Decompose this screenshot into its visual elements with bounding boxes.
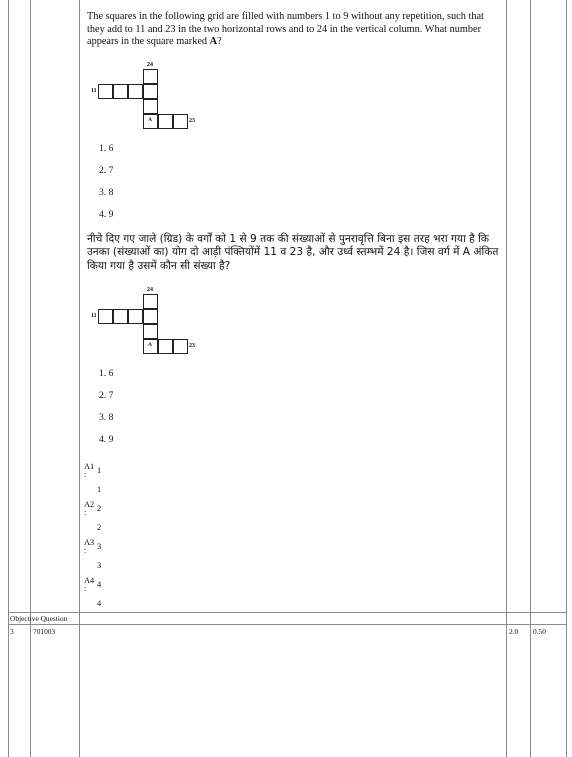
grid-cell [98,309,113,324]
option-english-2: 2. 7 [99,165,114,176]
grid-cell [158,339,173,354]
grid-cell [143,309,158,324]
table-border-col1 [30,0,31,757]
grid-cell-a [143,339,158,354]
grid-label-right: 23 [189,118,195,124]
answer-key-a4: A4 [84,576,95,585]
grid-cell-a-label: A [148,342,153,348]
grid-cell [143,294,158,309]
grid-cell [113,309,128,324]
question-text-end: ? [217,36,222,48]
answer-key-a1: A1 [84,462,95,471]
answer-key-sep: : [84,546,87,555]
grid-label-left: 11 [91,313,97,319]
table-border-col2 [79,0,80,757]
grid-cell [143,324,158,339]
question-text-english [87,11,502,49]
answer-key-a2: A2 [84,500,95,509]
table-row-separator [8,612,567,613]
negative-marks-value: 0.50 [533,627,546,636]
answer-repeat-a1: 1 [97,485,102,494]
question-marked-cell: A [209,36,218,48]
answer-value-a3: 3 [97,542,102,551]
grid-label-right: 23 [189,343,195,349]
option-english-3: 3. 8 [99,187,114,198]
question-serial: 3 [10,627,14,636]
grid-cell [173,114,188,129]
grid-cell [113,84,128,99]
option-hindi-2: 2. 7 [99,390,114,401]
marks-value: 2.0 [509,627,519,636]
table-row-separator-2 [8,624,567,625]
table-border-col3 [506,0,507,757]
answer-repeat-a2: 2 [97,523,102,532]
answer-value-a4: 4 [97,580,102,589]
grid-cell [173,339,188,354]
answer-key-a3: A3 [84,538,95,547]
option-hindi-4: 4. 9 [99,434,114,445]
answer-value-a1: 1 [97,466,102,475]
grid-label-top: 24 [147,287,153,293]
grid-label-left: 11 [91,88,97,94]
question-text-main: The squares in the following grid are filled with numbers 1 to 9 without any repetition, such that they add to 11 and 23 in the two horizontal rows and to 24 in the vertical column. What number appears in the square marked [87,11,484,48]
answer-key-sep: : [84,584,87,593]
answer-repeat-a3: 3 [97,561,102,570]
grid-cell [158,114,173,129]
section-label: Objective Question [10,614,68,623]
grid-cell [143,99,158,114]
question-id: 701003 [33,627,56,636]
answer-key-sep: : [84,508,87,517]
table-border-left [8,0,9,757]
option-english-4: 4. 9 [99,209,114,220]
answer-value-a2: 2 [97,504,102,513]
grid-cell [98,84,113,99]
grid-cell [143,69,158,84]
option-english-1: 1. 6 [99,143,114,154]
answer-repeat-a4: 4 [97,599,102,608]
grid-cell-a-label: A [148,117,153,123]
grid-cell-a [143,114,158,129]
grid-cell [143,84,158,99]
grid-label-top: 24 [147,62,153,68]
table-border-right [566,0,567,757]
grid-cell [128,309,143,324]
question-text-hindi: नीचे दिए गए जाले (ग्रिड) के वर्गों को 1 से 9 तक की संख्याओं से पुनरावृत्ति बिना इस तरह भरा गया है कि उनका (संख्याओं का) योग दो आड़ी पंक्तियोंमें 11 व 23 है, और उर्ध्व स्तम्भमें 24 है। जिस वर्ग में A अंकित किया गया है उसमें कौन सी संख्या है? [87,233,499,272]
answer-key-sep: : [84,470,87,479]
option-hindi-1: 1. 6 [99,368,114,379]
grid-cell [128,84,143,99]
table-border-col4 [530,0,531,757]
option-hindi-3: 3. 8 [99,412,114,423]
